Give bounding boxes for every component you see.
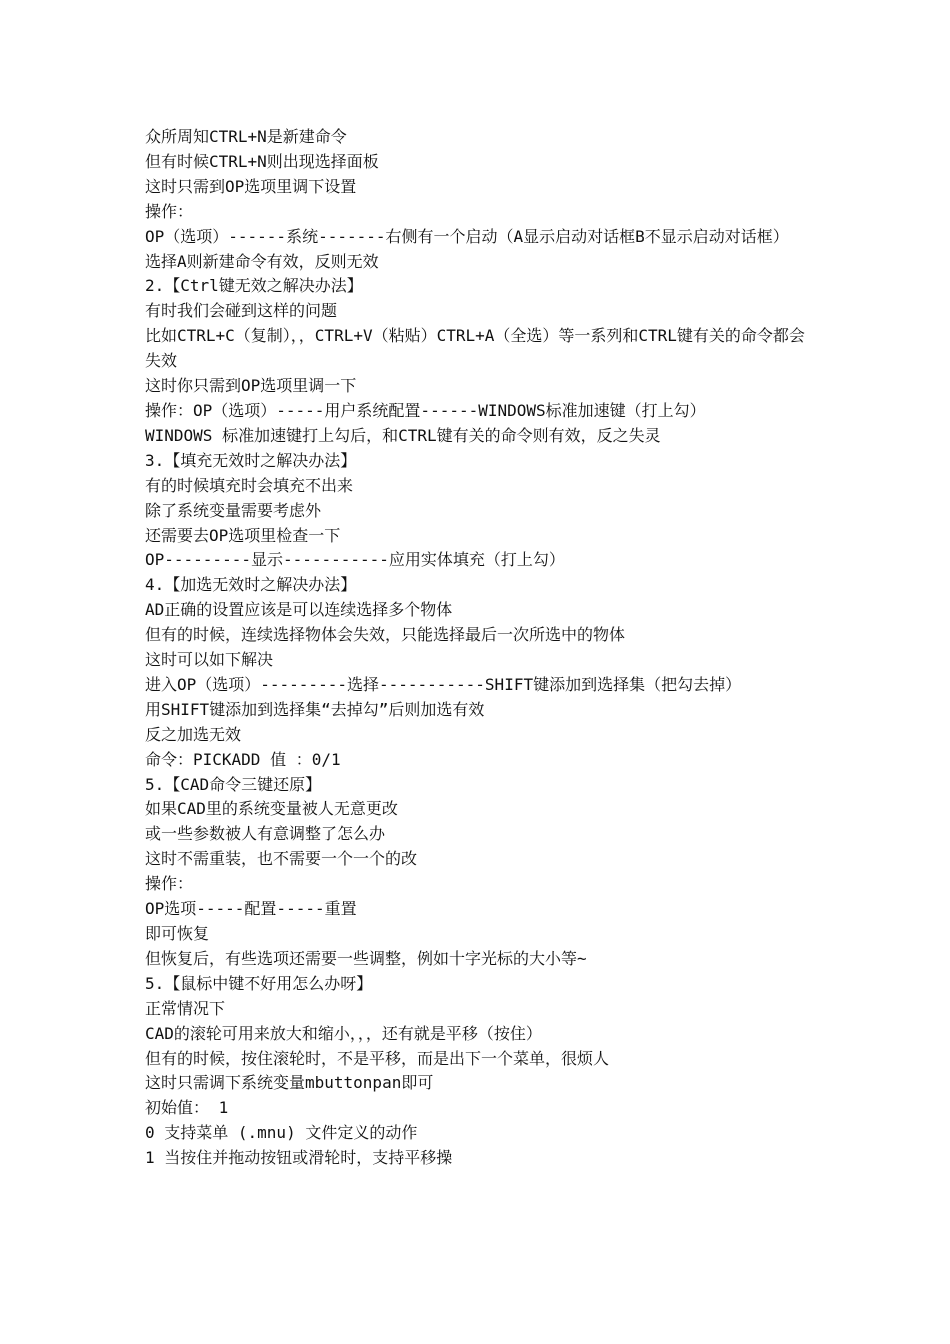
text-line: 众所周知CTRL+N是新建命令 bbox=[145, 127, 347, 146]
text-line: OP选项-----配置-----重置 bbox=[145, 899, 357, 919]
text-line: WINDOWS 标准加速键打上勾后，和CTRL键有关的命令则有效，反之失灵 bbox=[145, 425, 661, 445]
text-line: 还需要去OP选项里检查一下 bbox=[145, 525, 341, 545]
text-line: 如果CAD里的系统变量被人无意更改 bbox=[145, 799, 398, 819]
text-line: 但有的时候，按住滚轮时，不是平移，而是出下一个菜单，很烦人 bbox=[145, 1048, 610, 1068]
section-heading: 4.【加选无效时之解决办法】 bbox=[145, 575, 357, 595]
text-line: 有时我们会碰到这样的问题 bbox=[145, 301, 338, 321]
text-line: 1 当按住并拖动按钮或滑轮时，支持平移操 bbox=[145, 1148, 453, 1168]
document-body bbox=[145, 125, 813, 1171]
text-line: 比如CTRL+C（复制），，CTRL+V（粘贴）CTRL+A（全选）等一系列和CTRL键有关的命令都会失效 bbox=[145, 326, 805, 371]
text-line: OP（选项）------系统-------右侧有一个启动（A显示启动对话框B不显示启动对话框） bbox=[145, 226, 789, 246]
text-line: 但恢复后，有些选项还需要一些调整，例如十字光标的大小等~ bbox=[145, 948, 587, 968]
text-line: 这时不需重装，也不需要一个一个的改 bbox=[145, 849, 418, 869]
text-line: 有的时候填充时会填充不出来 bbox=[145, 475, 354, 495]
section-heading: 2.【Ctrl键无效之解决办法】 bbox=[145, 276, 363, 296]
text-line: 除了系统变量需要考虑外 bbox=[145, 500, 322, 520]
text-line: 这时只需调下系统变量mbuttonpan即可 bbox=[145, 1073, 434, 1093]
section-heading: 5.【CAD命令三键还原】 bbox=[145, 774, 322, 794]
text-line: CAD的滚轮可用来放大和缩小，，，还有就是平移（按住） bbox=[145, 1023, 542, 1043]
text-line: 这时只需到OP选项里调下设置 bbox=[145, 176, 357, 196]
text-line: 但有的时候，连续选择物体会失效，只能选择最后一次所选中的物体 bbox=[145, 625, 626, 645]
text-line: 正常情况下 bbox=[145, 998, 226, 1018]
text-line: 操作： bbox=[145, 201, 194, 221]
text-line: 0 支持菜单 (.mnu) 文件定义的动作 bbox=[145, 1123, 418, 1143]
section-heading: 3.【填充无效时之解决办法】 bbox=[145, 450, 357, 470]
text-line: 这时可以如下解决 bbox=[145, 650, 274, 670]
text-line: 反之加选无效 bbox=[145, 724, 242, 744]
text-line: 这时你只需到OP选项里调一下 bbox=[145, 376, 357, 396]
text-line: OP---------显示-----------应用实体填充（打上勾） bbox=[145, 550, 565, 570]
text-line: 操作： bbox=[145, 874, 194, 894]
text-line: 初始值： 1 bbox=[145, 1098, 229, 1118]
section-heading: 5.【鼠标中键不好用怎么办呀】 bbox=[145, 973, 373, 993]
text-line: 进入OP（选项）---------选择-----------SHIFT键添加到选择集（把勾去掉） bbox=[145, 674, 742, 694]
text-line: 但有时候CTRL+N则出现选择面板 bbox=[145, 151, 379, 171]
text-line: AD正确的设置应该是可以连续选择多个物体 bbox=[145, 600, 453, 620]
text-line: 或一些参数被人有意调整了怎么办 bbox=[145, 824, 386, 844]
text-line: 命令：PICKADD 值 ：0/1 bbox=[145, 749, 341, 769]
text-line: 用SHIFT键添加到选择集“去掉勾”后则加选有效 bbox=[145, 699, 485, 719]
text-line: 即可恢复 bbox=[145, 924, 210, 943]
text-line: 选择A则新建命令有效，反则无效 bbox=[145, 251, 379, 271]
text-line: 操作：OP（选项）-----用户系统配置------WINDOWS标准加速键（打上勾） bbox=[145, 400, 706, 420]
